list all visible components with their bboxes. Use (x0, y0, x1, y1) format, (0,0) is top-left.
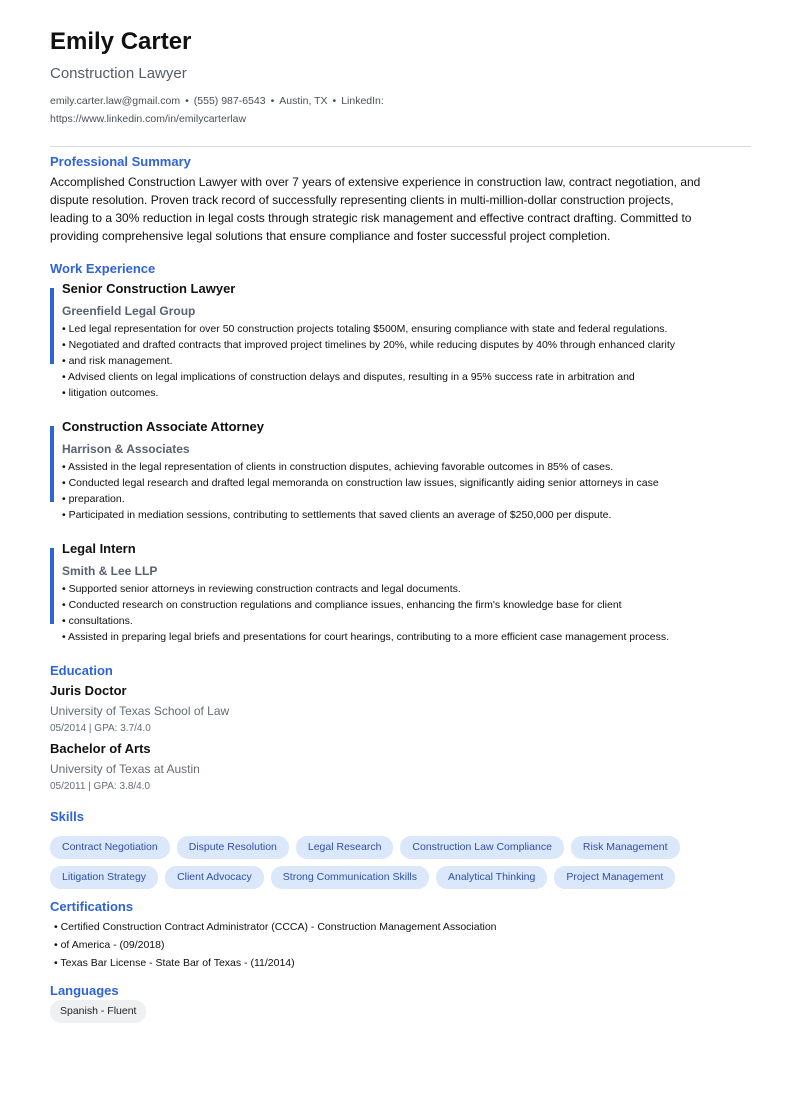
summary-line: Accomplished Construction Lawyer with over 7 years of extensive experience in construction law, contract negotiation, and (50, 175, 701, 189)
education-degree: Bachelor of Arts (50, 741, 151, 756)
certification-item: • of America - (09/2018) (54, 939, 165, 951)
job-bullet: • and risk management. (62, 355, 173, 367)
linkedin-label: LinkedIn: (341, 95, 384, 107)
job-company: Harrison & Associates (62, 442, 190, 456)
contact-separator: • (332, 95, 337, 107)
summary-line: leading to a 30% reduction in legal costs through strategic risk management and effective contract drafting. Committed to (50, 211, 692, 225)
section-title-languages: Languages (50, 983, 119, 998)
candidate-title: Construction Lawyer (50, 65, 187, 82)
certification-item: • Certified Construction Contract Administrator (CCCA) - Construction Management Association (54, 921, 497, 933)
summary-line: providing comprehensive legal solutions that ensure compliance and foster successful project completion. (50, 229, 611, 243)
job-bullet: • Conducted research on construction regulations and compliance issues, enhancing the firm's knowledge base for client (62, 599, 622, 611)
skill-chip: Risk Management (571, 836, 680, 859)
education-school: University of Texas at Austin (50, 762, 200, 776)
job-bullet: • Supported senior attorneys in reviewing construction contracts and legal documents. (62, 583, 461, 595)
phone-text: (555) 987-6543 (193, 95, 266, 107)
languages-row (50, 1000, 146, 1023)
job-bullet: • Assisted in preparing legal briefs and presentations for court hearings, contributing to a more efficient case management process. (62, 631, 669, 643)
job-bullet: • Conducted legal research and drafted legal memoranda on construction law issues, significantly aiding senior attorneys in case (62, 477, 659, 489)
language-chip: Spanish - Fluent (50, 1000, 146, 1023)
job-accent-bar (50, 426, 54, 502)
job-bullets (62, 581, 702, 645)
contact-info (50, 92, 750, 128)
skills-row (50, 836, 680, 859)
summary-text (50, 173, 730, 245)
skills-row (50, 866, 675, 889)
contact-separator: • (270, 95, 275, 107)
education-school: University of Texas School of Law (50, 704, 230, 718)
job-bullet: • consultations. (62, 615, 133, 627)
education-meta: 05/2011 | GPA: 3.8/4.0 (50, 781, 151, 792)
linkedin-url: https://www.linkedin.com/in/emilycarterlaw (50, 113, 247, 125)
skill-chip: Strong Communication Skills (271, 866, 429, 889)
job-bullets (62, 459, 702, 523)
job-bullet: • Led legal representation for over 50 construction projects totaling $500M, ensuring compliance with state and federal regulations. (62, 323, 668, 335)
skill-chip: Client Advocacy (165, 866, 264, 889)
section-title-summary: Professional Summary (50, 154, 191, 169)
job-accent-bar (50, 548, 54, 624)
job-role: Legal Intern (62, 541, 136, 556)
job-accent-bar (50, 288, 54, 364)
skill-chip: Project Management (554, 866, 675, 889)
job-company: Greenfield Legal Group (62, 304, 196, 318)
skill-chip: Litigation Strategy (50, 866, 158, 889)
job-bullet: • Advised clients on legal implications of construction delays and disputes, resulting in a 95% success rate in arbitration and (62, 371, 635, 383)
education-meta: 05/2014 | GPA: 3.7/4.0 (50, 723, 151, 734)
job-bullet: • Assisted in the legal representation of clients in construction disputes, achieving favorable outcomes in 85% of cases. (62, 461, 614, 473)
job-bullet: • preparation. (62, 493, 125, 505)
certification-item: • Texas Bar License - State Bar of Texas - (11/2014) (54, 957, 295, 969)
skill-chip: Construction Law Compliance (400, 836, 563, 859)
job-bullet: • litigation outcomes. (62, 387, 159, 399)
job-bullet: • Participated in mediation sessions, contributing to settlements that saved clients an average of $250,000 per dispute. (62, 509, 612, 521)
header-divider (50, 146, 751, 147)
section-title-certifications: Certifications (50, 899, 134, 914)
location-text: Austin, TX (279, 95, 328, 107)
candidate-name: Emily Carter (50, 28, 192, 55)
section-title-experience: Work Experience (50, 261, 156, 276)
summary-line: dispute resolution. Proven track record of successfully representing clients in multi-million-dollar construction projects, (50, 193, 674, 207)
job-role: Construction Associate Attorney (62, 419, 265, 434)
contact-separator: • (185, 95, 189, 107)
education-degree: Juris Doctor (50, 683, 127, 698)
job-bullet: • Negotiated and drafted contracts that improved project timelines by 20%, while reducing disputes by 40% through enhanced clarity (62, 339, 676, 351)
skill-chip: Dispute Resolution (177, 836, 289, 859)
certifications-list (54, 918, 654, 972)
job-company: Smith & Lee LLP (62, 564, 158, 578)
skill-chip: Analytical Thinking (436, 866, 547, 889)
job-role: Senior Construction Lawyer (62, 281, 236, 296)
skill-chip: Contract Negotiation (50, 836, 170, 859)
section-title-education: Education (50, 663, 113, 678)
section-title-skills: Skills (50, 809, 84, 824)
skill-chip: Legal Research (296, 836, 394, 859)
job-bullets (62, 321, 702, 401)
email-text: emily.carter.law@gmail.com (50, 95, 181, 107)
